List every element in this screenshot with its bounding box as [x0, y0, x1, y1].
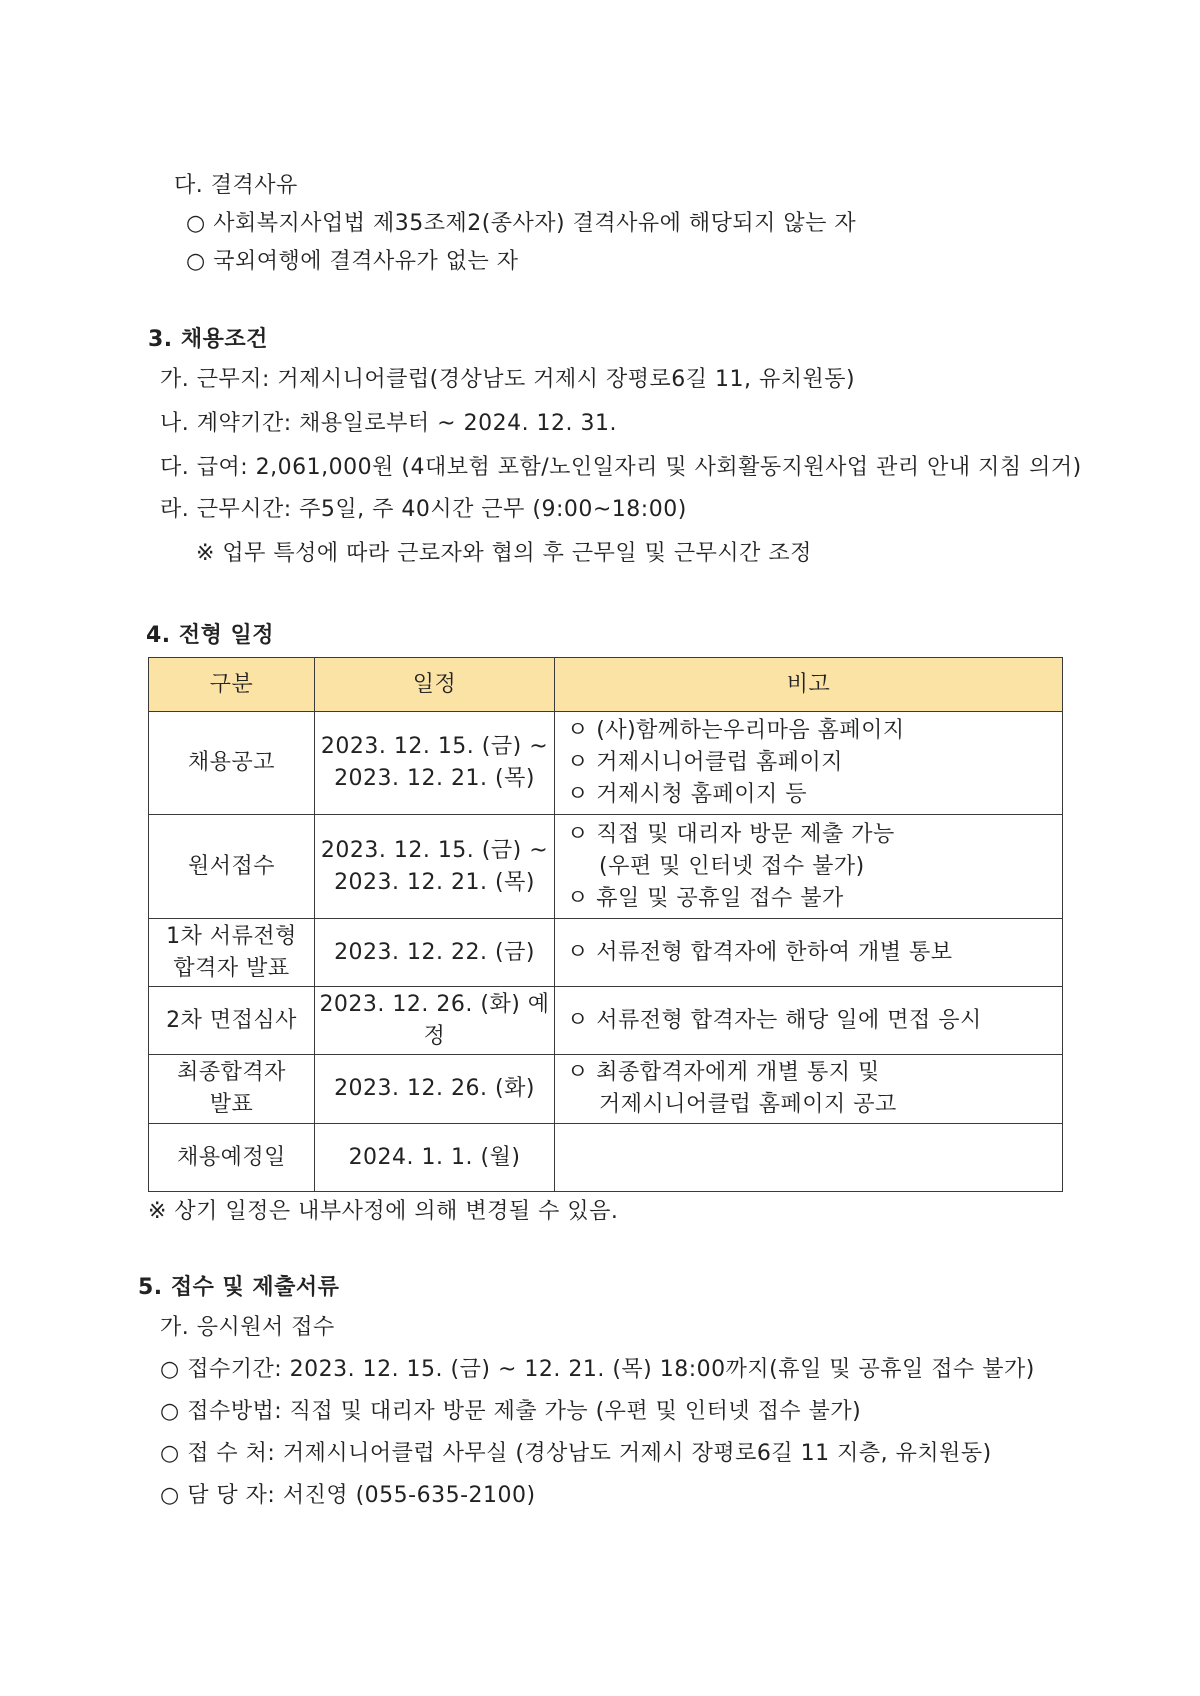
note-text: ㅇ 직접 및 대리자 방문 제출 가능 — [567, 821, 895, 847]
table-row — [149, 919, 1063, 987]
schedule-text: 2023. 12. 26. (화) 예정 — [319, 991, 550, 1049]
schedule-text: 2023. 12. 26. (화) — [334, 1076, 535, 1101]
schedule-text: 2024. 1. 1. (월) — [348, 1144, 521, 1170]
schedule-table — [148, 657, 1063, 1192]
notes-cell — [555, 712, 1063, 815]
table-row — [149, 1055, 1063, 1124]
category-text: 발표 — [209, 1092, 254, 1117]
notes-cell — [555, 815, 1063, 919]
category-cell — [149, 815, 315, 919]
note-text: ㅇ 휴일 및 공휴일 접수 불가 — [567, 885, 844, 911]
schedule-text: 2023. 12. 15. (금) ~ — [320, 837, 549, 863]
note-text: ㅇ 거제시니어클럽 홈페이지 — [567, 750, 844, 775]
disqualification-heading: 다. 결격사유 — [174, 173, 298, 198]
contract-period-line: 나. 계약기간: 채용일로부터 ~ 2024. 12. 31. — [160, 411, 618, 436]
note-text: 거제시니어클럽 홈페이지 공고 — [599, 1092, 897, 1117]
column-header-schedule: 일정 — [315, 658, 555, 712]
category-text: 원서접수 — [187, 853, 275, 879]
section5-heading: 5. 접수 및 제출서류 — [138, 1275, 340, 1300]
note-text: (우편 및 인터넷 접수 불가) — [599, 853, 865, 879]
schedule-cell — [315, 712, 555, 815]
application-method-line: ○ 접수방법: 직접 및 대리자 방문 제출 가능 (우편 및 인터넷 접수 불가) — [160, 1399, 862, 1424]
notes-cell — [555, 919, 1063, 987]
category-cell — [149, 1055, 315, 1124]
table-row — [149, 987, 1063, 1055]
schedule-text: 2023. 12. 21. (목) — [334, 869, 535, 895]
schedule-footnote: ※ 상기 일정은 내부사정에 의해 변경될 수 있음. — [148, 1199, 619, 1224]
table-row — [149, 1124, 1063, 1192]
note-text: ㅇ 서류전형 합격자는 해당 일에 면접 응시 — [567, 1007, 982, 1033]
table-header-row — [149, 658, 1063, 712]
category-text: 채용공고 — [187, 750, 275, 775]
notes-cell — [555, 1124, 1063, 1192]
disqualification-item-2: ○ 국외여행에 결격사유가 없는 자 — [186, 249, 519, 274]
schedule-cell — [315, 815, 555, 919]
salary-line: 다. 급여: 2,061,000원 (4대보험 포함/노인일자리 및 사회활동지원사업 관리 안내 지침 의거) — [160, 455, 1082, 480]
schedule-cell — [315, 1124, 555, 1192]
application-place-line: ○ 접 수 처: 거제시니어클럽 사무실 (경상남도 거제시 장평로6길 11 지층, 유치원동) — [160, 1441, 992, 1466]
column-header-category: 구분 — [149, 658, 315, 712]
schedule-text: 2023. 12. 22. (금) — [334, 939, 535, 965]
table-row — [149, 815, 1063, 919]
schedule-cell — [315, 1055, 555, 1124]
category-cell — [149, 919, 315, 987]
note-text: ㅇ (사)함께하는우리마음 홈페이지 — [567, 718, 905, 743]
section5-subheading: 가. 응시원서 접수 — [160, 1315, 335, 1340]
schedule-cell — [315, 919, 555, 987]
work-hours-note: ※ 업무 특성에 따라 근로자와 협의 후 근무일 및 근무시간 조정 — [196, 541, 812, 566]
table-row — [149, 712, 1063, 815]
section4-heading: 4. 전형 일정 — [146, 623, 274, 648]
workplace-line: 가. 근무지: 거제시니어클럽(경상남도 거제시 장평로6길 11, 유치원동) — [160, 367, 856, 392]
schedule-cell — [315, 987, 555, 1055]
category-cell — [149, 712, 315, 815]
category-text: 최종합격자 — [177, 1060, 286, 1085]
notes-cell — [555, 1055, 1063, 1124]
note-text: ㅇ 최종합격자에게 개별 통지 및 — [567, 1060, 880, 1085]
schedule-text: 2023. 12. 15. (금) ~ — [320, 734, 549, 759]
note-text: ㅇ 거제시청 홈페이지 등 — [567, 782, 808, 807]
contact-person-line: ○ 담 당 자: 서진영 (055-635-2100) — [160, 1483, 536, 1508]
column-header-notes: 비고 — [555, 658, 1063, 712]
category-text: 합격자 발표 — [173, 955, 290, 981]
application-period-line: ○ 접수기간: 2023. 12. 15. (금) ~ 12. 21. (목) 18:00까지(휴일 및 공휴일 접수 불가) — [160, 1357, 1035, 1382]
category-text: 채용예정일 — [177, 1144, 286, 1170]
category-text: 1차 서류전형 — [166, 923, 297, 949]
category-text: 2차 면접심사 — [166, 1007, 297, 1033]
work-hours-line: 라. 근무시간: 주5일, 주 40시간 근무 (9:00~18:00) — [160, 497, 687, 522]
disqualification-item-1: ○ 사회복지사업법 제35조제2(종사자) 결격사유에 해당되지 않는 자 — [186, 211, 857, 236]
notes-cell — [555, 987, 1063, 1055]
note-text: ㅇ 서류전형 합격자에 한하여 개별 통보 — [567, 939, 953, 965]
section3-heading: 3. 채용조건 — [148, 327, 268, 352]
schedule-text: 2023. 12. 21. (목) — [334, 766, 535, 791]
category-cell — [149, 1124, 315, 1192]
category-cell — [149, 987, 315, 1055]
